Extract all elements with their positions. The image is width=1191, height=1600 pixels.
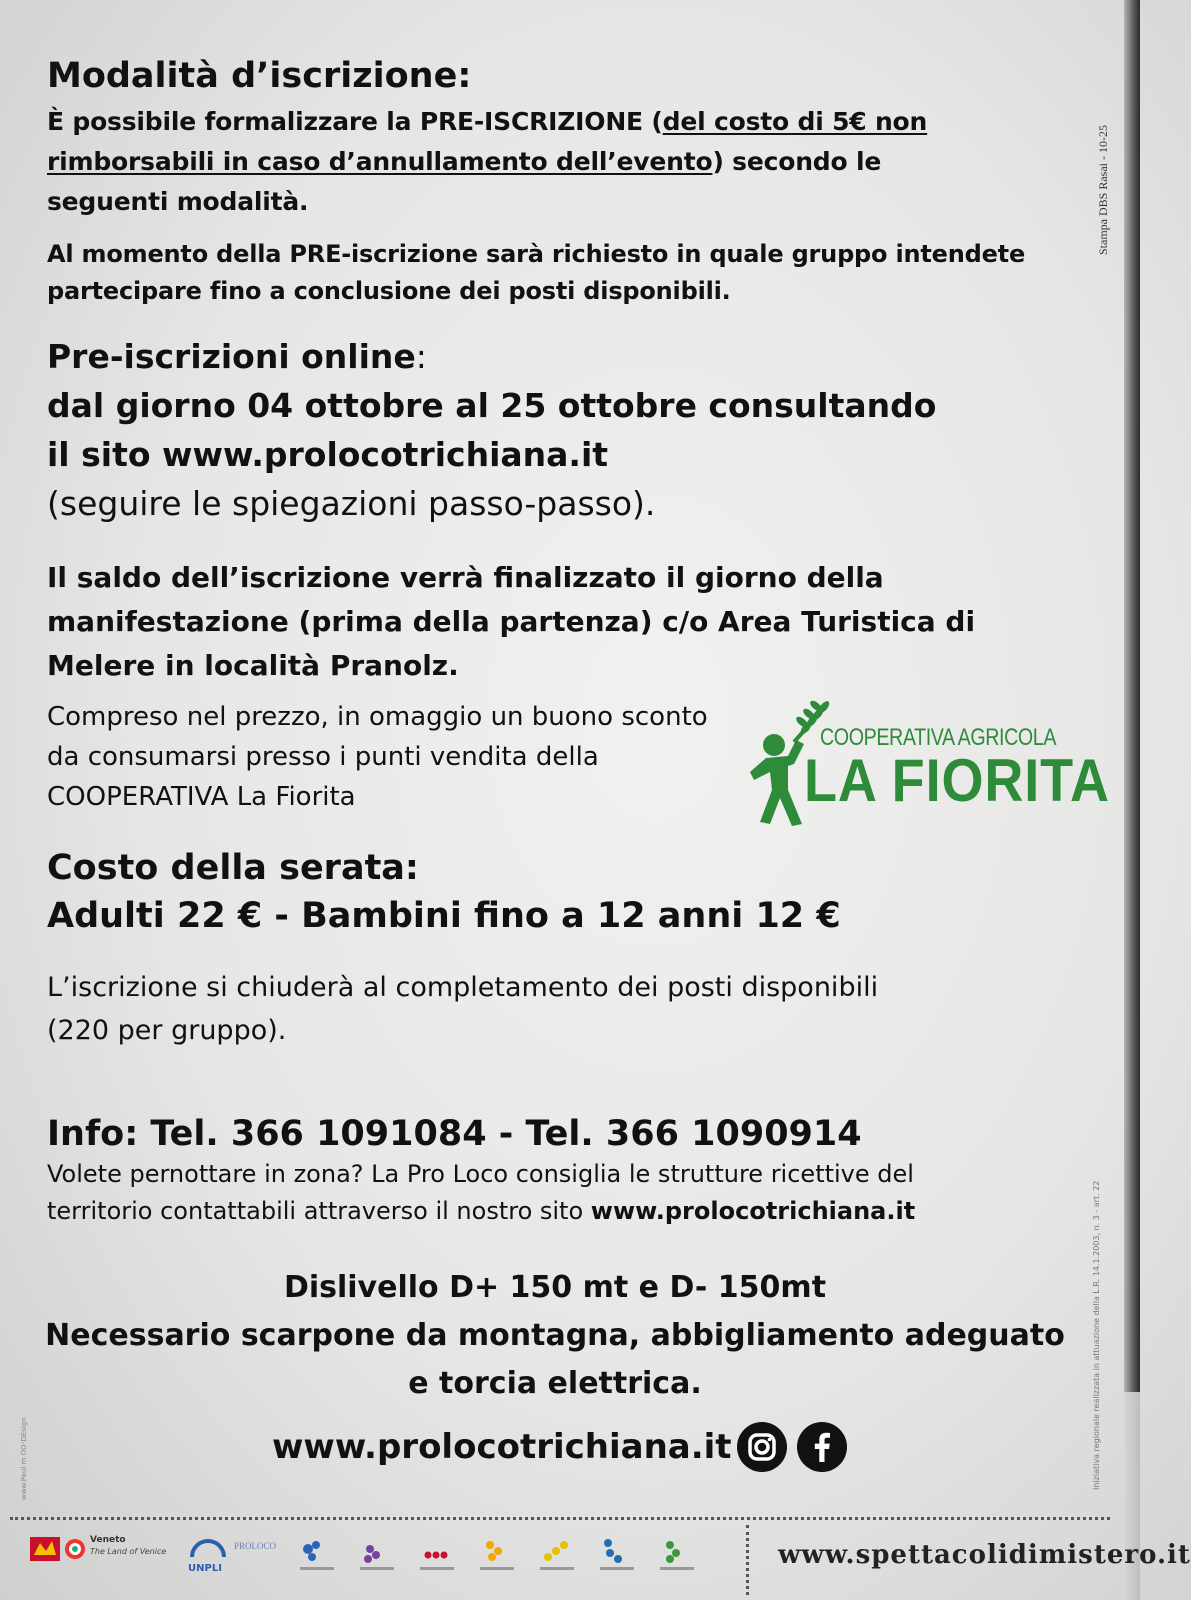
registration-title: Modalità d’iscrizione:: [47, 56, 472, 96]
partner-logo-2: [360, 1545, 394, 1570]
partner-logo-7: [660, 1541, 694, 1570]
requirements-line-2: Necessario scarpone da montagna, abbigliamento adeguato: [45, 1318, 1065, 1353]
veneto-star-icon: [64, 1538, 86, 1560]
partner-logo-1: [300, 1541, 334, 1570]
veneto-tagline: The Land of Venice: [90, 1547, 167, 1556]
la-fiorita-logo: [748, 700, 1110, 830]
registration-paragraph-2: Al momento della PRE-iscrizione sarà richiesto in quale gruppo intendete partecipare fino a conclusione dei posti disponibili.: [47, 240, 1026, 305]
partner-logo-4: [480, 1541, 514, 1570]
online-title: Pre-iscrizioni online: [47, 337, 416, 376]
unpli-label: UNPLI: [188, 1563, 222, 1574]
gift-text: [47, 697, 787, 817]
registration-lead: È possibile formalizzare la PRE-ISCRIZIONE (: [47, 107, 663, 136]
instagram-icon[interactable]: [737, 1422, 787, 1472]
page-edge-shadow: [1124, 0, 1140, 1392]
info-phones: Info: Tel. 366 1091084 - Tel. 366 1090914: [47, 1114, 862, 1154]
info-line-1: Volete pernottare in zona? La Pro Loco consiglia le strutture ricettive del: [47, 1160, 914, 1188]
partner-logos: [298, 1535, 718, 1589]
non-refundable-note: del costo di 5€ non rimborsabili in caso d’annullamento dell’evento: [47, 107, 928, 176]
gift-line-3: COOPERATIVA La Fiorita: [47, 782, 356, 812]
proloco-logo: [234, 1535, 280, 1589]
logo-line-2: LA FIORITA: [804, 747, 1110, 814]
closing-text: [47, 966, 1047, 1052]
footer-vertical-divider: [746, 1525, 749, 1595]
requirements-line-1: Dislivello D+ 150 mt e D- 150mt: [283, 1270, 827, 1305]
proloco-label: PROLOCO: [234, 1541, 277, 1551]
cost-prices: Adulti 22 € - Bambini fino a 12 anni 12 €: [47, 896, 841, 936]
closing-line-1: L’iscrizione si chiuderà al completamento dei posti disponibili: [47, 972, 879, 1003]
registration-paragraph-1: [47, 102, 1007, 222]
info-line-2: territorio contattabili attraverso il nostro sito: [47, 1197, 591, 1225]
veneto-lion-icon: [30, 1537, 60, 1561]
partner-logo-5: [540, 1541, 574, 1570]
requirements: [0, 1264, 1110, 1408]
gift-line-1: Compreso nel prezzo, in omaggio un buono sconto: [47, 702, 708, 732]
veneto-logo: [30, 1535, 170, 1589]
cost-section: [47, 844, 1047, 940]
online-site: il sito www.prolocotrichiana.it: [47, 435, 609, 474]
online-section: [47, 332, 1027, 528]
info-text: [47, 1156, 1057, 1230]
online-colon: :: [415, 337, 427, 376]
footer-divider: [10, 1517, 1110, 1520]
partner-logo-3: [420, 1552, 454, 1571]
partner-logo-6: [600, 1539, 634, 1570]
facebook-icon[interactable]: [797, 1422, 847, 1472]
logo-line-1: COOPERATIVA AGRICOLA: [820, 724, 1057, 751]
website-link[interactable]: www.prolocotrichiana.it: [272, 1427, 732, 1467]
closing-line-2: (220 per gruppo).: [47, 1015, 287, 1046]
requirements-line-3: e torcia elettrica.: [408, 1366, 702, 1401]
unpli-logo: [188, 1535, 238, 1589]
website-row: [0, 1422, 1140, 1482]
unpli-arc-icon: [188, 1535, 228, 1559]
online-hint: (seguire le spiegazioni passo-passo).: [47, 484, 656, 523]
regional-note: Iniziativa regionale realizzata in attuazione della L.R. 14.1.2003, n. 3 - art. 22: [1092, 1180, 1101, 1490]
payment-text: Il saldo dell’iscrizione verrà finalizzato il giorno della manifestazione (prima della partenza) c/o Area Turistica di Melere in località Pranolz.: [47, 561, 976, 682]
cost-title: Costo della serata:: [47, 848, 419, 888]
veneto-name: Veneto: [90, 1535, 126, 1545]
info-site-link[interactable]: www.prolocotrichiana.it: [590, 1197, 916, 1225]
gift-line-2: da consumarsi presso i punti vendita della: [47, 742, 599, 772]
registration-tail: ) secondo le seguenti modalità.: [47, 147, 882, 216]
design-credit: www.Paul m OO-DEsign: [20, 1417, 28, 1500]
printer-note: Stampa DBS Rasai - 10-25: [1096, 125, 1110, 255]
online-dates: dal giorno 04 ottobre al 25 ottobre consultando: [47, 386, 937, 425]
footer-website-link[interactable]: www.spettacolidimistero.it: [778, 1540, 1191, 1570]
